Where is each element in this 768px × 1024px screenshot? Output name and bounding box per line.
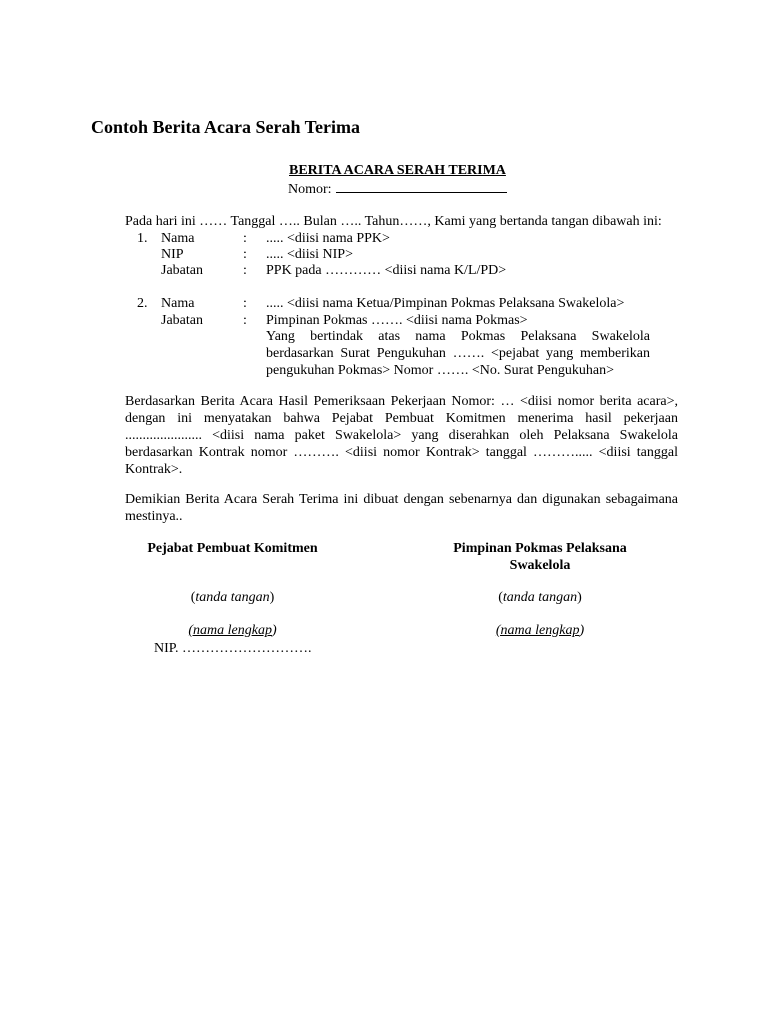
party2-jabatan-label: Jabatan: [161, 313, 203, 328]
paren-open: (: [495, 623, 501, 638]
left-name-placeholder: [130, 623, 335, 639]
party2-name-label: Nama: [161, 296, 195, 311]
party1-name-colon: :: [243, 231, 247, 246]
party1-jabatan-colon: :: [243, 263, 247, 278]
full-name-label: nama lengkap: [500, 623, 580, 638]
right-name-placeholder: [440, 623, 640, 639]
party1-nip-value: ..... <diisi NIP>: [266, 247, 353, 262]
number-blank-line: [336, 180, 507, 193]
right-signatory-title: Pimpinan Pokmas Pelaksana Swakelola: [453, 541, 627, 573]
party1-jabatan-value: PPK pada ………… <diisi nama K/L/PD>: [266, 263, 507, 278]
document-title: BERITA ACARA SERAH TERIMA: [289, 163, 506, 178]
left-nip-line: NIP. ……………………….: [154, 641, 312, 656]
party2-name-colon: :: [243, 296, 247, 311]
party1-name-value: ..... <diisi nama PPK>: [266, 231, 390, 246]
party2-note: Yang bertindak atas nama Pokmas Pelaksana Swakelola berdasarkan Surat Pengukuhan ……. <pejabat yang memberikan pengukuhan Pokmas> Nomor ……. <No. Surat Pengukuhan>: [266, 329, 650, 378]
right-signature-placeholder: [440, 590, 640, 606]
full-name-label: nama lengkap: [193, 623, 272, 638]
paren-close: ): [577, 590, 582, 605]
signature-label: tanda tangan: [195, 590, 270, 605]
signature-label: tanda tangan: [502, 590, 578, 605]
intro-text: Pada hari ini …… Tanggal ….. Bulan ….. Tahun……, Kami yang bertanda tangan dibawah ini:: [125, 214, 662, 229]
document-number: [288, 180, 507, 198]
party2-jabatan-colon: :: [243, 313, 247, 328]
party1-nip-colon: :: [243, 247, 247, 262]
paren-close: ): [579, 623, 585, 638]
paren-open: (: [498, 590, 503, 605]
paren-open: (: [188, 623, 194, 638]
party2-number: 2.: [137, 296, 148, 311]
paren-open: (: [190, 590, 196, 605]
paragraph-closing: Demikian Berita Acara Serah Terima ini dibuat dengan sebenarnya dan digunakan sebagaimana mestinya..: [125, 492, 678, 524]
paren-close: ): [271, 623, 277, 638]
party1-jabatan-label: Jabatan: [161, 263, 203, 278]
page-heading: Contoh Berita Acara Serah Terima: [91, 117, 360, 137]
party1-number: 1.: [137, 231, 148, 246]
party1-nip-label: NIP: [161, 247, 184, 262]
paragraph-acceptance: Berdasarkan Berita Acara Hasil Pemeriksaan Pekerjaan Nomor: … <diisi nomor berita acara>, dengan ini menyatakan bahwa Pejabat Pembuat Komitmen menerima hasil pekerjaan ...................... <diisi nama paket Swakelola> yang diserahkan oleh Pelaksana Swakelola berdasarkan Kontrak nomor ………. <diisi nomor Kontrak> tanggal ………..... <diisi tanggal Kontrak>.: [125, 394, 678, 477]
party2-name-value: ..... <diisi nama Ketua/Pimpinan Pokmas Pelaksana Swakelola>: [266, 296, 625, 311]
number-label: Nomor:: [288, 182, 332, 197]
left-signatory-title: Pejabat Pembuat Komitmen: [147, 541, 318, 556]
paren-close: ): [269, 590, 275, 605]
left-signature-placeholder: [130, 590, 335, 606]
party2-jabatan-value: Pimpinan Pokmas ……. <diisi nama Pokmas>: [266, 313, 528, 328]
party1-name-label: Nama: [161, 231, 195, 246]
